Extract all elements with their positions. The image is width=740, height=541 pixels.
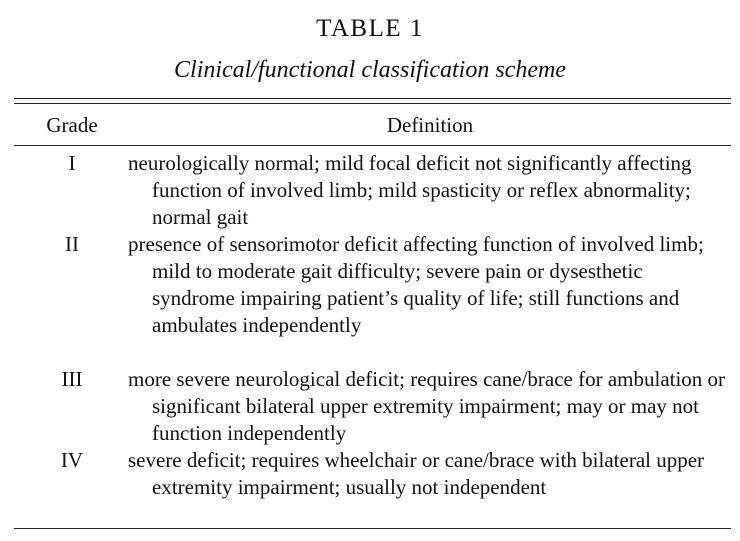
table-title: TABLE 1: [316, 15, 424, 42]
grade-definition: severe deficit; requires wheelchair or cane/brace with bilateral upper extremity impairment; usually not independent: [128, 448, 705, 499]
header-rule: [14, 145, 731, 146]
column-header-definition: Definition: [386, 113, 474, 137]
top-rule-upper: [14, 98, 731, 99]
top-rule-lower: [14, 103, 731, 104]
grade-label: III: [61, 367, 83, 391]
grade-label: II: [65, 232, 79, 256]
grade-label: I: [68, 151, 76, 175]
grade-definition: neurologically normal; mild focal deficit not significantly affecting function of involved limb; mild spasticity or reflex abnormality; normal gait: [128, 151, 692, 229]
bottom-rule: [14, 528, 731, 529]
table-caption: Clinical/functional classification scheme: [174, 57, 566, 83]
grade-definition: presence of sensorimotor deficit affecting function of involved limb; mild to moderate gait difficulty; severe pain or dysesthetic syndrome impairing patient’s quality of life; still functions and ambulates independently: [128, 232, 704, 337]
grade-definition: more severe neurological deficit; requires cane/brace for ambulation or significant bilateral upper extremity impairment; may or may not function independently: [128, 367, 726, 445]
column-header-grade: Grade: [46, 113, 98, 137]
grade-label: IV: [60, 448, 84, 472]
